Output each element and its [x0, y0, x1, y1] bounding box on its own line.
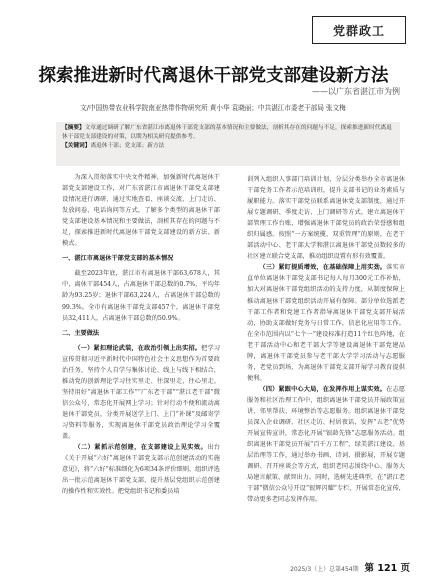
right-column — [247, 174, 405, 505]
abstract-box — [56, 122, 400, 166]
subheading-2-1: （一）紧扣理论武装，在政治引领上出实招。 — [74, 344, 202, 352]
article-authors: 文/中国热带农业科学院南亚热带作物研究所 黄小华 袁晓丽；中共湛江市委老干部局 张文梅 — [80, 104, 346, 112]
subsection-2-2-text: 出台《关于开展“六好”离退休干部党支部示范创建活动的实施意见》，将“六好”标准细化为6项34条评价细则，组织评选出一批示范离退休干部党支部，提升基层党组织示范创建的操作性和实效性。把党组织书记和委员培 — [62, 444, 221, 496]
subheading-2-3: （三）紧盯提质增效，在基础保障上用实劲。 — [259, 264, 387, 272]
section-heading-2: 二、主要做法 — [62, 329, 100, 337]
page-footer — [260, 560, 410, 574]
abstract-label: 【摘要】 — [62, 125, 85, 131]
page-number: 第 121 页 — [364, 563, 410, 574]
subheading-2-4: （四）紧跟中心大局，在发挥作用上谋实效。 — [259, 385, 387, 393]
section-heading-1: 一、湛江市离退休干部党支部的基本情况 — [62, 255, 174, 263]
article-title: 探索推进新时代离退休干部党支部建设新方法 — [38, 66, 389, 86]
issue-info: 2025/3（上）总第454期 — [290, 566, 359, 573]
article-subtitle: ——以广东省湛江市为例 — [312, 87, 400, 96]
subheading-2-2: （二）紧抓示范创建，在支部建设上见实效。 — [74, 444, 208, 452]
abstract-text: 文章通过调研了解广东省湛江市离退休干部党支部的基本情况和主要做法，剖析其存在的问题与不足，探索推进新时代离退休干部党支部建设的对策，以期为相关研究提供参考。 — [62, 125, 392, 141]
subsection-2-4-text: 在志愿服务和社区治理工作中，组织离退休干部党员开展政策宣讲、邻里帮扶、环境整治等志愿服务。组织离退休干部党员深入企业调研、社区走访、村居夜话，发挥“五老”优势开展宣传宣讲，常态化开展“银龄先锋”志愿服务活动。组织离退休干部党员开展“百千万工程”、绿美湛江建设、基层治理等工作，通过举办书画、诗词、摄影展，开展专题调研、召开座谈会等方式，组织老同志围绕中心、服务大局建言献策、献智出力。同时，选树先进典型，在“湛江老干部”微信公众号开设“银辉闪耀”专栏，开展常态化宣传，带动更多老同志发挥作用。 — [247, 385, 406, 504]
subsection-2-1-text: 把学习宣传贯彻习近平新时代中国特色社会主义思想作为首要政治任务，坚持个人自学与集体讨论、线上与线下相结合，推动党的创新理论学习往实里走、往深里走、往心里走。坚持用好“离退休干部工作”“广东老干部”“湛江老干部”微信公众号，常态化开展网上学习；针对行动不便和流动离退休干部党员，分类开展送学上门、上门“补课”及邮寄学习资料等服务，实现离退休干部党员政治理论学习全覆盖。 — [62, 344, 221, 441]
left-column — [62, 172, 220, 497]
keywords-text: 离退休干部；党支部；新方法 — [90, 143, 165, 150]
keywords-label: 【关键词】 — [62, 143, 91, 150]
section-1-paragraph: 截至2023年底，湛江市有离退休干部63,678人，其中，离休干部454人，占离退休干部总数的0.7%，平均年龄为93.25岁；退休干部63,224人，占离退休干部总数的99.3%。全市有离退休干部党支部457个，离退休干部党员32,411人，占离退休干部总数的50.9%。 — [62, 270, 220, 322]
column-tag: 党群政工 — [312, 16, 406, 44]
subsection-2-3-text: 落实市直单位离退休干部党支部书记每人每月300元工作补贴，加大对离退休干部党组织活动的支持力度，从制度保障上推动离退休干部党组织活动开展有保障。部分单位选派老干部工作者和党建工作者指导离退休干部党支部开展活动，协助支部做好党务与日常工作，信息化应用等工作。在全市范围内以“七个一”建设标准打造11个红色阵地，在老干部活动中心和老干部大学等建设离退休干部党建品牌，离退休干部党员参与老干部大学学习活动与志愿服务，老党员到场，为离退休干部党支部开展学习教育提供便利。 — [247, 264, 406, 382]
continued-paragraph: 训列入组织人事部门培训计划，分层分类举办全市离退休干部党务工作者示范培训班，提升支部书记的业务素质与履职能力。落实干部党员联系离退休党支部制度，通过开展专题调研、季度走访、上门调研等方式，建立离退休干部管理工作台账，增强离退休干部党员的政治荣誉感和组织归属感。按照“一方案统揽、双重管理”的原则，在老干部活动中心、老干部大学和湛江离退休干部党员数较多的社区建立联合党支部，推动组织设置有形有效覆盖。 — [247, 176, 405, 261]
intro-paragraph: 为深入贯彻落实中央文件精神，加强新时代离退休干部党支部建设工作，对广东省湛江市离退休干部党支部建设情况进行调研，通过实地查看、座谈交流、上门走访、发放问卷、电话询问等方式，了解多个类型的离退休干部党支部建设基本情况和主要做法，剖析其存在的问题与不足，探索推进新时代离退休干部党支部建设的新方法、新模式。 — [62, 174, 220, 248]
